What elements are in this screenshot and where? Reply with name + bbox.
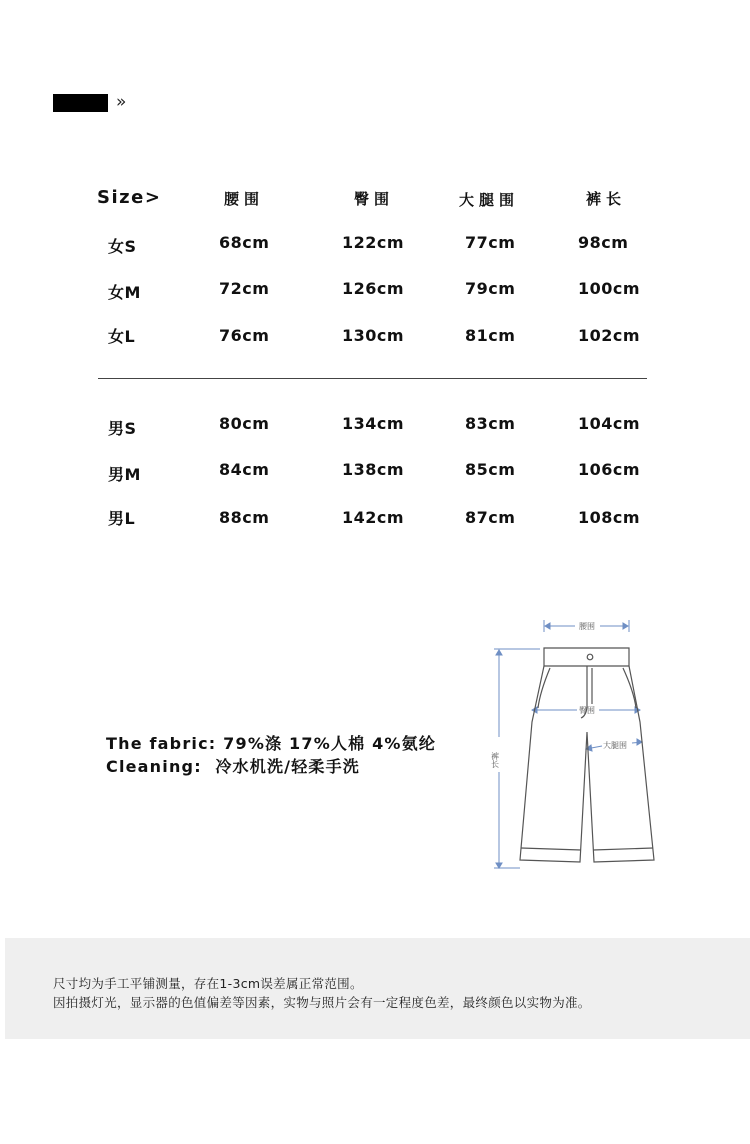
table-divider: [98, 378, 647, 379]
thigh-value: 81cm: [465, 326, 516, 345]
diagram-thigh-label: 大腿围: [603, 741, 627, 750]
row-size-label: 男M: [108, 465, 141, 484]
disclaimer-panel: [5, 938, 750, 1039]
column-header-waist: 腰围: [224, 190, 265, 208]
length-value: 104cm: [578, 414, 641, 433]
diagram-length-label: 裤长: [490, 752, 500, 768]
thigh-value: 87cm: [465, 508, 516, 527]
disclaimer-line-2: 因拍摄灯光，显示器的色值偏差等因素，实物与照片会有一定程度色差，最终颜色以实物为准。: [53, 995, 591, 1010]
length-value: 108cm: [578, 508, 641, 527]
row-size-label: 女M: [108, 283, 141, 302]
column-header-hip: 臀围: [354, 190, 395, 208]
column-header-thigh: 大腿围: [459, 191, 520, 209]
hip-value: 134cm: [342, 414, 405, 433]
column-header-length: 裤长: [586, 190, 627, 208]
row-size-label: 男S: [108, 419, 137, 438]
hip-value: 126cm: [342, 279, 405, 298]
length-value: 106cm: [578, 460, 641, 479]
hip-value: 138cm: [342, 460, 405, 479]
hip-value: 130cm: [342, 326, 405, 345]
waist-value: 84cm: [219, 460, 270, 479]
cleaning-info: [106, 755, 436, 778]
row-size-label: 女L: [108, 327, 136, 346]
fabric-info: [106, 732, 436, 778]
diagram-waist-label: 腰围: [579, 622, 595, 631]
waist-value: 88cm: [219, 508, 270, 527]
length-value: 98cm: [578, 233, 629, 252]
pants-measurement-diagram: [490, 612, 665, 877]
row-size-label: 女S: [108, 237, 137, 256]
cleaning-value: 冷水机洗/轻柔手洗: [215, 757, 360, 776]
thigh-value: 77cm: [465, 233, 516, 252]
waist-value: 72cm: [219, 279, 270, 298]
length-value: 102cm: [578, 326, 641, 345]
waist-value: 80cm: [219, 414, 270, 433]
hip-value: 122cm: [342, 233, 405, 252]
cleaning-label: Cleaning:: [106, 757, 202, 776]
size-chart-table: [0, 0, 750, 560]
disclaimer-line-1: 尺寸均为手工平铺测量，存在1-3cm误差属正常范围。: [53, 976, 363, 991]
waist-value: 76cm: [219, 326, 270, 345]
hip-value: 142cm: [342, 508, 405, 527]
diagram-hip-label: 臀围: [579, 706, 595, 715]
length-value: 100cm: [578, 279, 641, 298]
waist-value: 68cm: [219, 233, 270, 252]
thigh-value: 83cm: [465, 414, 516, 433]
size-column-header: Size>: [97, 187, 162, 208]
thigh-value: 79cm: [465, 279, 516, 298]
fabric-composition: The fabric: 79%涤 17%人棉 4%氨纶: [106, 734, 437, 753]
double-chevron-icon: »: [116, 92, 127, 112]
thigh-value: 85cm: [465, 460, 516, 479]
pants-outline: [520, 648, 654, 862]
row-size-label: 男L: [108, 509, 136, 528]
